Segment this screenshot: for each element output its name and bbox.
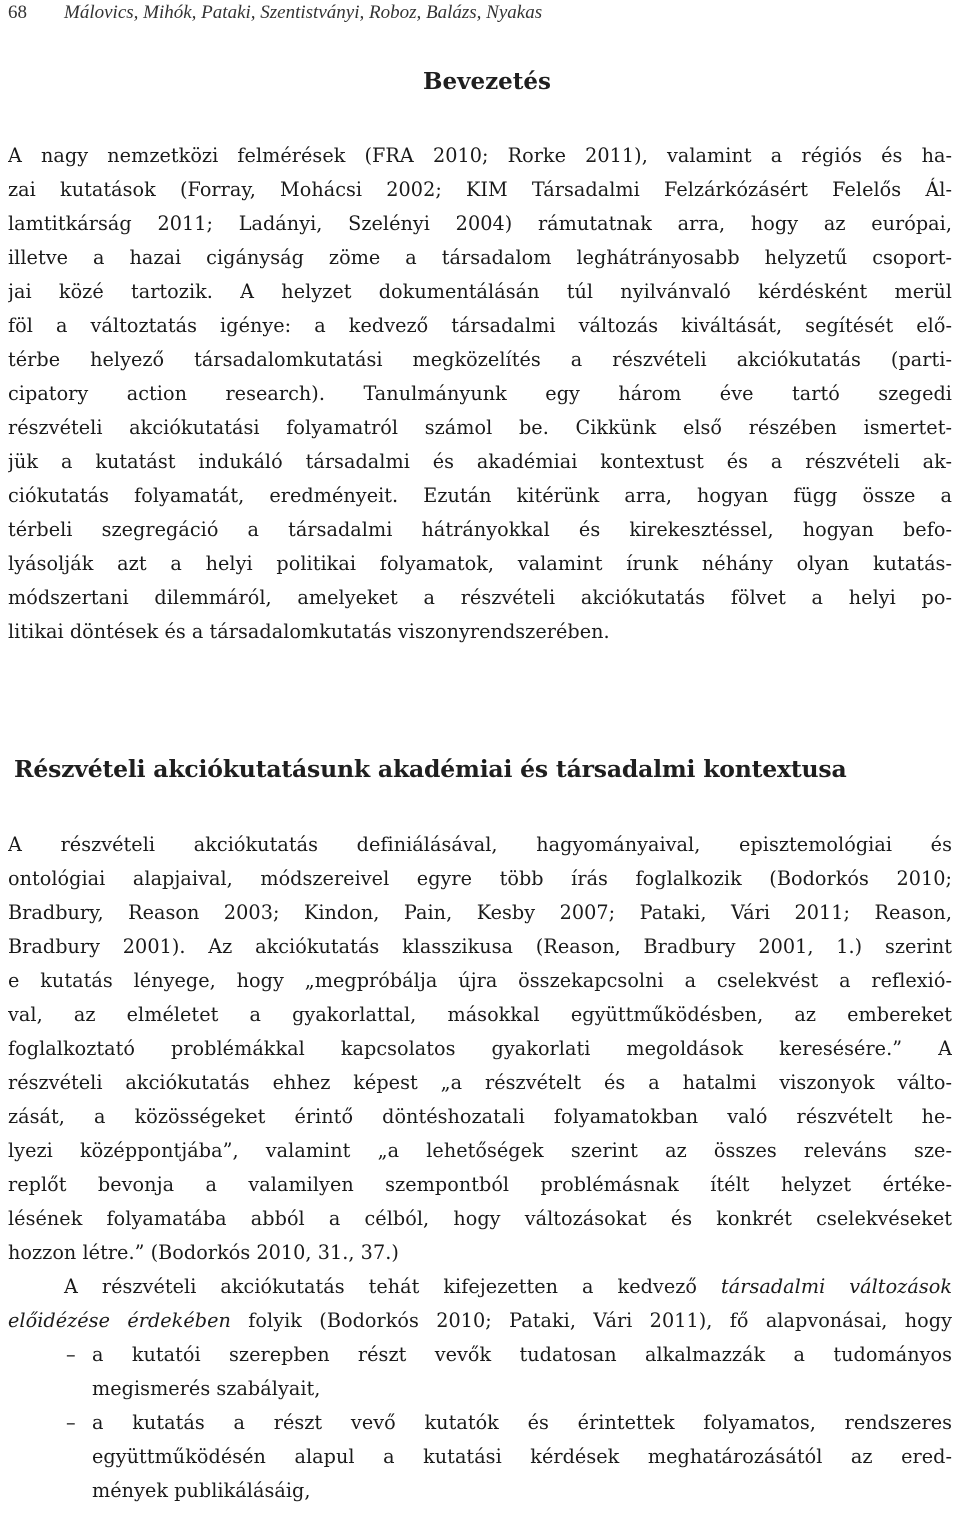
- text-line: részvételi akciókutatás ehhez képest „a részvételt és a hatalmi viszonyok válto-: [8, 1071, 952, 1094]
- bullet-item: [8, 1338, 952, 1372]
- dash-marker: –: [66, 1411, 76, 1434]
- text-line: litikai döntések és a társadalomkutatás viszonyrendszerében.: [8, 620, 610, 643]
- text-line: A részvételi akciókutatás definiálásával, hagyományaival, episztemológiai és: [8, 833, 952, 856]
- text-line: val, az elméletet a gyakorlattal, másokkal együttműködésben, az embereket: [8, 1003, 952, 1026]
- dash-marker: –: [66, 1343, 76, 1366]
- running-header-authors: Málovics, Mihók, Pataki, Szentistványi, Roboz, Balázs, Nyakas: [64, 2, 543, 23]
- text-line: ontológiai alapjaival, módszereivel egyre több írás foglalkozik (Bodorkós 2010;: [8, 867, 952, 890]
- text-line: lamtitkárság 2011; Ladányi, Szelényi 2004) rámutatnak arra, hogy az európai,: [8, 212, 952, 235]
- text-line: hozzon létre.” (Bodorkós 2010, 31., 37.): [8, 1241, 399, 1264]
- text-line: térbe helyező társadalomkutatási megközelítés a részvételi akciókutatás (parti-: [8, 348, 952, 371]
- page-number: 68: [8, 2, 27, 23]
- text-line: módszertani dilemmáról, amelyeket a részvételi akciókutatás fölvet a helyi po-: [8, 586, 952, 609]
- emphasis-text: társadalmi változások: [720, 1275, 952, 1298]
- text-line: A nagy nemzetközi felmérések (FRA 2010; Rorke 2011), valamint a régiós és ha-: [8, 144, 952, 167]
- text-line: foglalkoztató problémákkal kapcsolatos gyakorlati megoldások keresésére.” A: [8, 1037, 952, 1060]
- text-line: zását, a közösségeket érintő döntéshozatali folyamatokban való részvételt he-: [8, 1105, 952, 1128]
- text-run: A részvételi akciókutatás tehát kifejezetten a kedvező: [64, 1275, 721, 1298]
- text-line: replőt bevonja a valamilyen szempontból problémásnak ítélt helyzet értéke-: [8, 1173, 952, 1196]
- section-heading-introduction: Bevezetés: [423, 68, 551, 95]
- text-line: térbeli szegregáció a társadalmi hátrányokkal és kirekesztéssel, hogyan befo-: [8, 518, 952, 541]
- text-line: jük a kutatást indukáló társadalmi és akadémiai kontextust és a részvételi ak-: [8, 450, 952, 473]
- section-heading-context: Részvételi akciókutatásunk akadémiai és társadalmi kontextusa: [14, 755, 847, 783]
- bullet-text-line: együttműködésén alapul a kutatási kérdések meghatározásától az ered-: [92, 1445, 952, 1468]
- text-line: jai közé tartozik. A helyzet dokumentálásán túl nyilvánvaló kérdésként merül: [8, 280, 952, 303]
- bullet-text-line: a kutatás a részt vevő kutatók és érintettek folyamatos, rendszeres: [92, 1411, 952, 1434]
- text-line: zai kutatások (Forray, Mohácsi 2002; KIM Társadalmi Felzárkózásért Felelős Ál-: [8, 178, 952, 201]
- text-line: lyásolják azt a helyi politikai folyamatok, valamint írunk néhány olyan kutatás-: [8, 552, 952, 575]
- bullet-item: [8, 1406, 952, 1440]
- context-section-body: [8, 828, 952, 1508]
- text-run: folyik (Bodorkós 2010; Pataki, Vári 2011), fő alapvonásai, hogy: [230, 1309, 952, 1332]
- text-line: cipatory action research). Tanulmányunk egy három éve tartó szegedi: [8, 382, 952, 405]
- text-line: illetve a hazai cigányság zöme a társadalom leghátrányosabb helyzetű csoport-: [8, 246, 952, 269]
- text-line: Bradbury 2001). Az akciókutatás klasszikusa (Reason, Bradbury 2001, 1.) szerint: [8, 935, 952, 958]
- emphasis-text: előidézése érdekében: [8, 1309, 231, 1332]
- text-line: e kutatás lényege, hogy „megpróbálja újra összekapcsolni a cselekvést a reflexió-: [8, 969, 952, 992]
- introduction-paragraph: [8, 139, 952, 649]
- running-header: [8, 2, 952, 26]
- text-line: ciókutatás folyamatát, eredményeit. Ezután kitérünk arra, hogyan függ össze a: [8, 484, 952, 507]
- text-line-with-emphasis: [8, 1270, 952, 1304]
- bullet-text-line: a kutatói szerepben részt vevők tudatosan alkalmazzák a tudományos: [92, 1343, 952, 1366]
- text-line: részvételi akciókutatási folyamatról számol be. Cikkünk első részében ismertet-: [8, 416, 952, 439]
- bullet-text-line: mények publikálásáig,: [92, 1479, 311, 1502]
- text-line: föl a változtatás igénye: a kedvező társadalmi változás kiváltását, segítését elő-: [8, 314, 952, 337]
- text-line-with-emphasis: [8, 1304, 952, 1338]
- text-line: lésének folyamatába abból a célból, hogy változásokat és konkrét cselekvéseket: [8, 1207, 952, 1230]
- bullet-text-line: megismerés szabályait,: [92, 1377, 321, 1400]
- text-line: lyezi középpontjába”, valamint „a lehetőségek szerint az összes releváns sze-: [8, 1139, 952, 1162]
- text-line: Bradbury, Reason 2003; Kindon, Pain, Kesby 2007; Pataki, Vári 2011; Reason,: [8, 901, 952, 924]
